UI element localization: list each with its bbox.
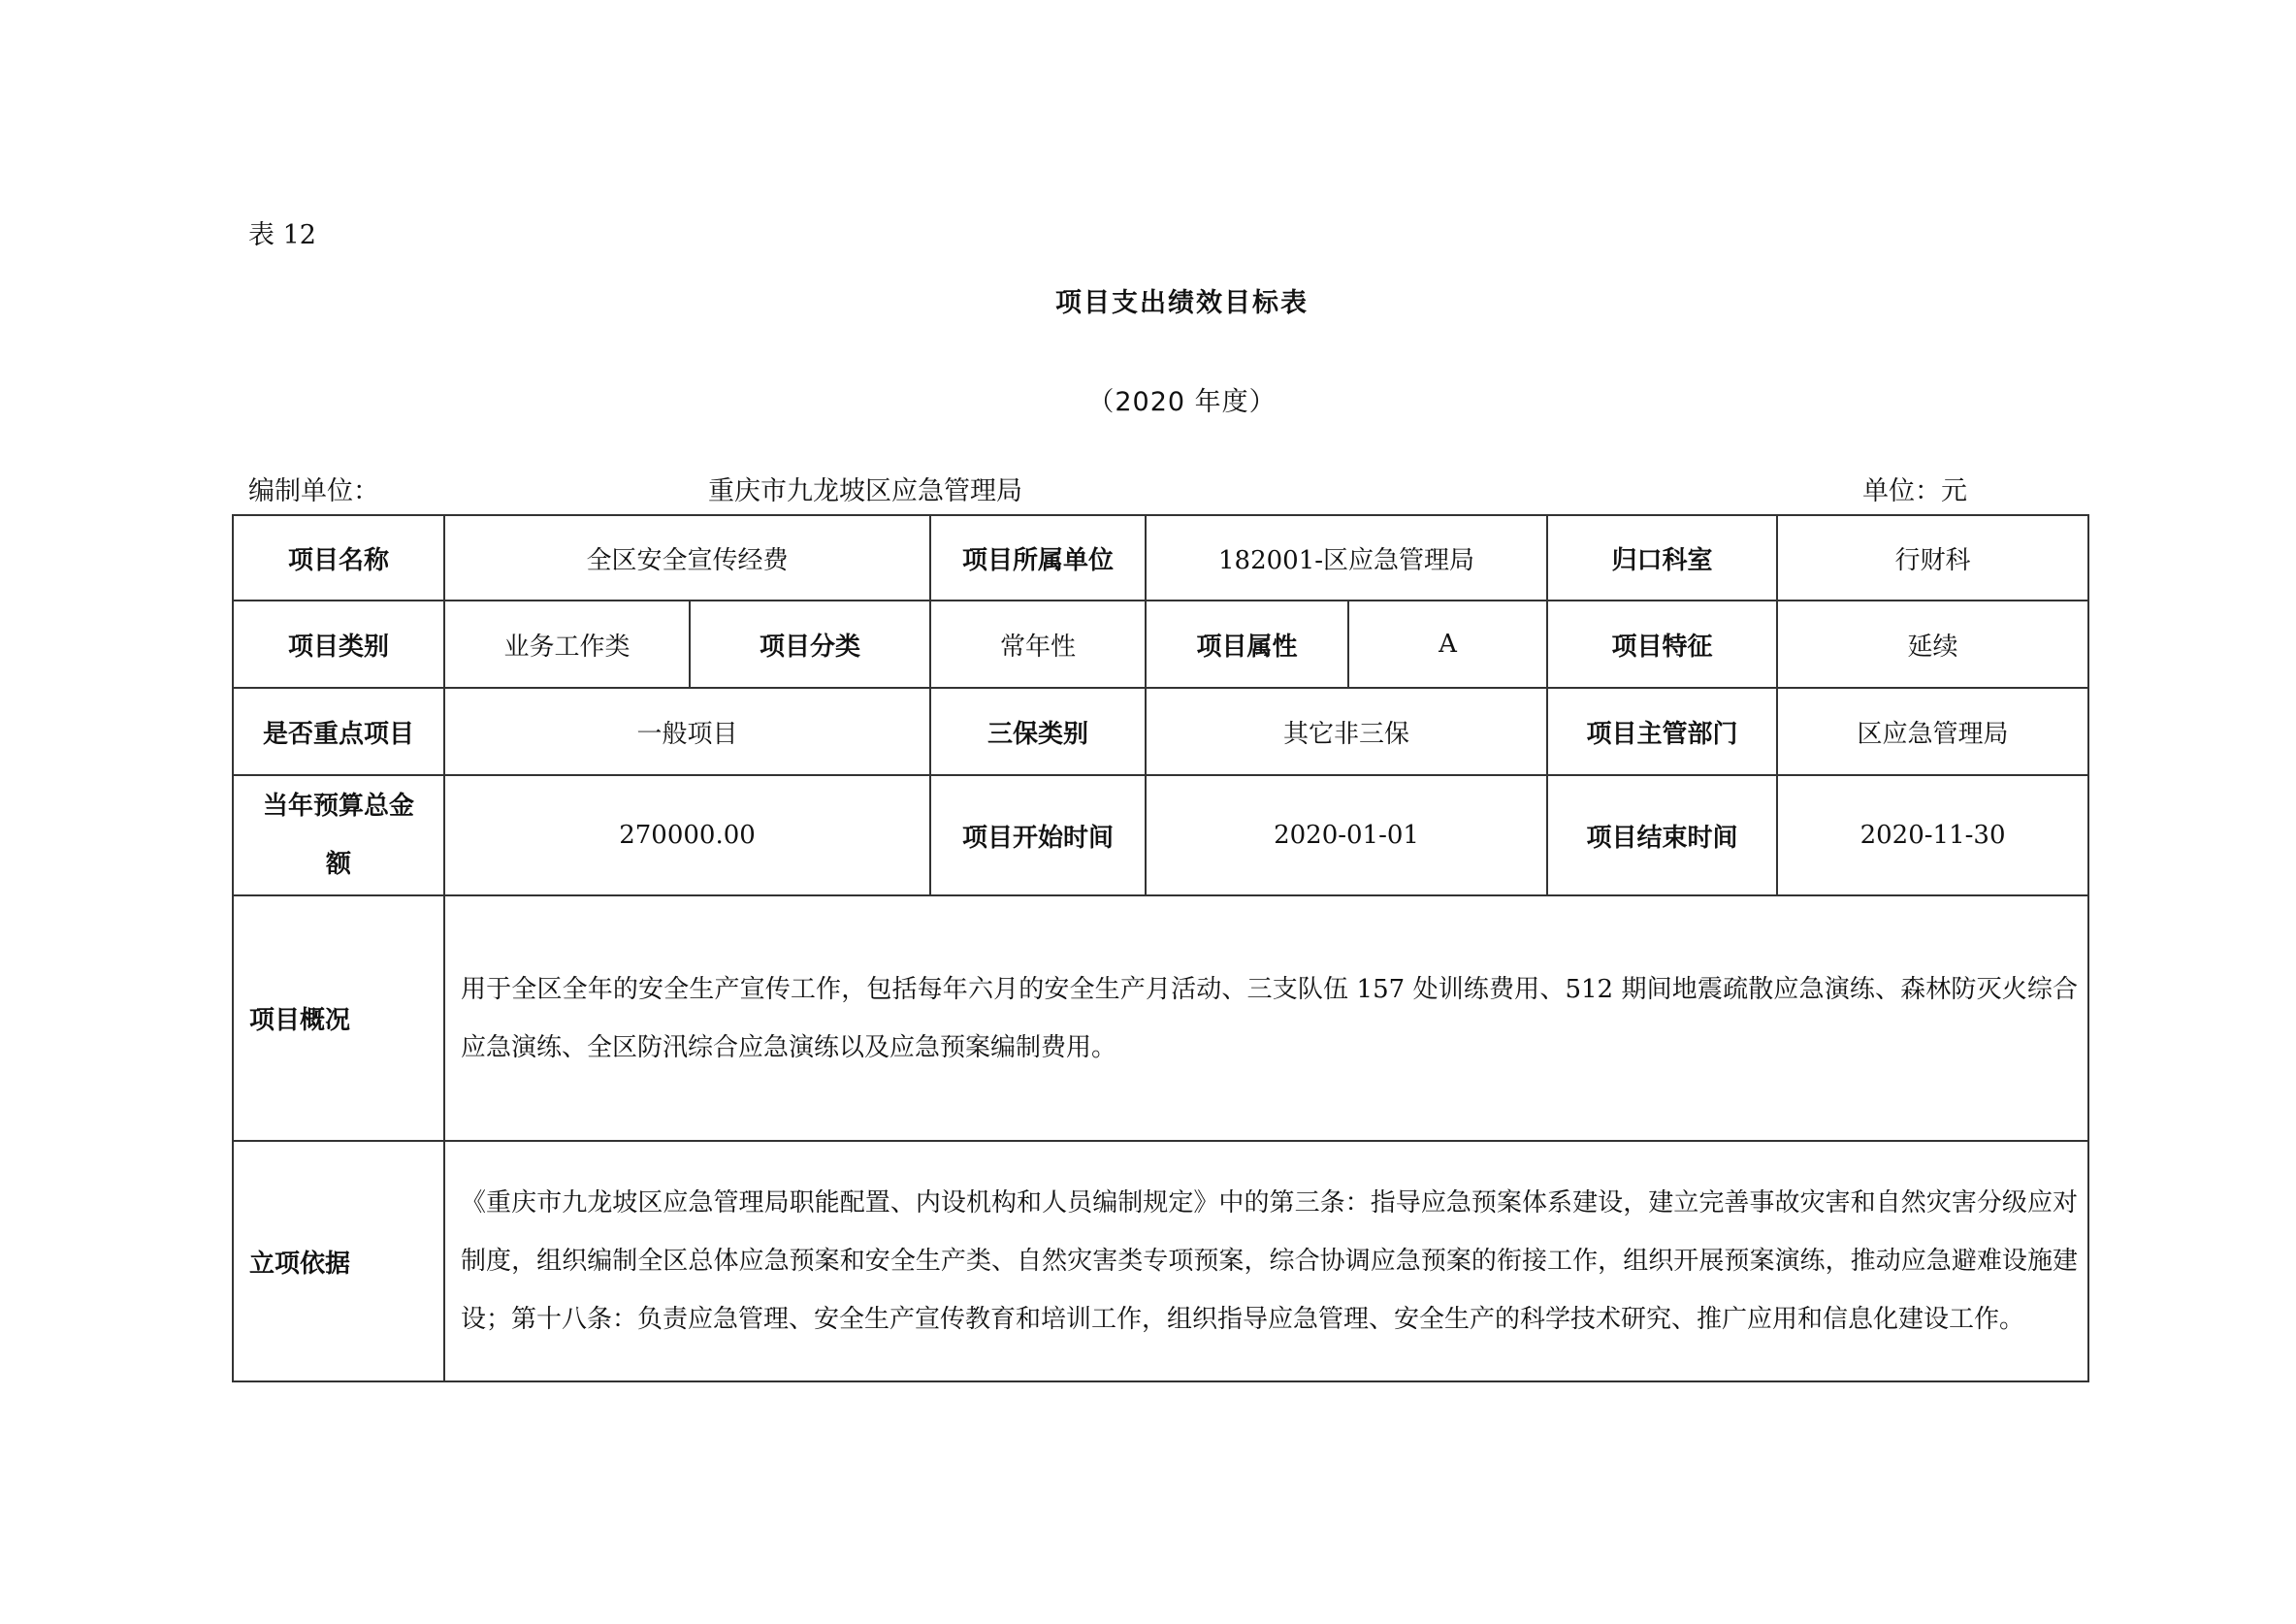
table-row <box>233 515 2088 601</box>
document-year: （2020 年度） <box>1087 387 1277 417</box>
table-row <box>233 775 2088 895</box>
table-row <box>233 601 2088 688</box>
attribute-label: 项目属性 <box>1146 601 1348 688</box>
category-label: 项目类别 <box>233 601 444 688</box>
department-label: 归口科室 <box>1547 515 1777 601</box>
belong-unit-label: 项目所属单位 <box>930 515 1146 601</box>
basis-label: 立项依据 <box>233 1141 444 1381</box>
category-value: 业务工作类 <box>444 601 690 688</box>
table-row <box>233 688 2088 775</box>
end-time-value: 2020-11-30 <box>1777 775 2088 895</box>
project-name-label: 项目名称 <box>233 515 444 601</box>
compiling-unit-label: 编制单位： <box>248 476 379 506</box>
feature-label: 项目特征 <box>1547 601 1777 688</box>
budget-label-line1: 当年预算总金 <box>262 792 414 821</box>
sanbao-value: 其它非三保 <box>1146 688 1547 775</box>
start-time-label: 项目开始时间 <box>930 775 1146 895</box>
key-project-value: 一般项目 <box>444 688 930 775</box>
budget-label-line2: 额 <box>325 850 351 879</box>
table-row <box>233 1141 2088 1381</box>
end-time-label: 项目结束时间 <box>1547 775 1777 895</box>
project-name-value: 全区安全宣传经费 <box>444 515 930 601</box>
start-time-value: 2020-01-01 <box>1146 775 1547 895</box>
department-value: 行财科 <box>1777 515 2088 601</box>
attribute-value: A <box>1348 601 1547 688</box>
currency-unit-label: 单位：元 <box>1862 476 1967 506</box>
sanbao-label: 三保类别 <box>930 688 1146 775</box>
document-title: 项目支出绩效目标表 <box>1055 288 1309 318</box>
compiling-unit-name: 重庆市九龙坡区应急管理局 <box>708 476 1022 506</box>
table-row <box>233 895 2088 1141</box>
overview-label: 项目概况 <box>233 895 444 1141</box>
supervisor-label: 项目主管部门 <box>1547 688 1777 775</box>
classification-value: 常年性 <box>930 601 1146 688</box>
budget-value: 270000.00 <box>444 775 930 895</box>
belong-unit-value: 182001-区应急管理局 <box>1146 515 1547 601</box>
overview-text: 用于全区全年的安全生产宣传工作，包括每年六月的安全生产月活动、三支队伍 157 处训练费用、512 期间地震疏散应急演练、森林防灭火综合应急演练、全区防汛综合应急演练以及应急预案编制费用。 <box>444 895 2088 1141</box>
key-project-label: 是否重点项目 <box>233 688 444 775</box>
supervisor-value: 区应急管理局 <box>1777 688 2088 775</box>
basis-text: 《重庆市九龙坡区应急管理局职能配置、内设机构和人员编制规定》中的第三条：指导应急预案体系建设，建立完善事故灾害和自然灾害分级应对制度，组织编制全区总体应急预案和安全生产类、自然灾害类专项预案，综合协调应急预案的衔接工作，组织开展预案演练，推动应急避难设施建设；第十八条：负责应急管理、安全生产宣传教育和培训工作，组织指导应急管理、安全生产的科学技术研究、推广应用和信息化建设工作。 <box>444 1141 2088 1381</box>
classification-label: 项目分类 <box>690 601 930 688</box>
budget-label <box>233 775 444 895</box>
performance-target-table <box>232 514 2089 1382</box>
feature-value: 延续 <box>1777 601 2088 688</box>
table-number-label: 表 12 <box>248 220 316 250</box>
